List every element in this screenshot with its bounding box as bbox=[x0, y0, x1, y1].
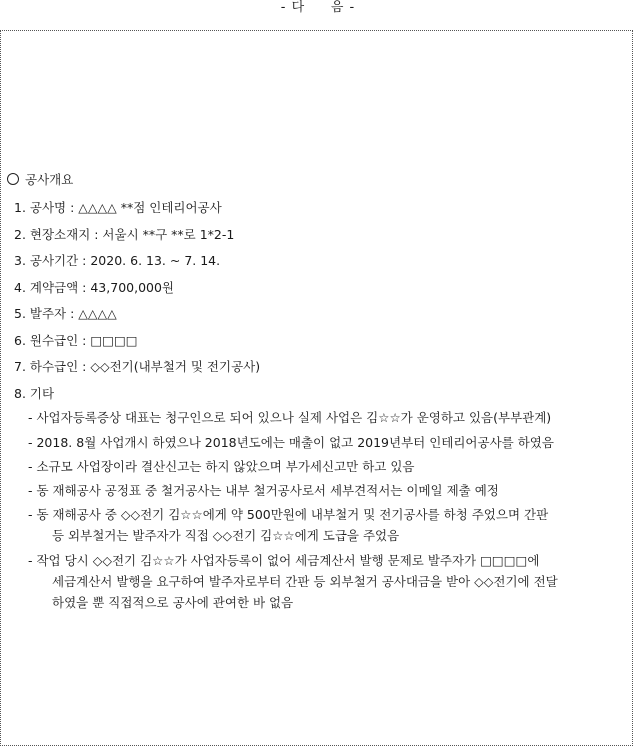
note-invoice-issue: - 작업 당시 ◇◇전기 김☆☆가 사업자등록이 없어 세금계산서 발행 문제로 발주자가 □□□□에 bbox=[28, 553, 540, 568]
item-other: 8. 기타 bbox=[14, 386, 55, 401]
section-title bbox=[7, 171, 73, 189]
item-construction-period: 3. 공사기간 : 2020. 6. 13. ~ 7. 14. bbox=[14, 253, 221, 268]
document-frame bbox=[0, 30, 633, 746]
circle-bullet-icon bbox=[7, 173, 19, 185]
item-subcontractor: 7. 하수급인 : ◇◇전기(내부철거 및 전기공사) bbox=[14, 359, 261, 374]
item-contract-amount: 4. 계약금액 : 43,700,000원 bbox=[14, 280, 175, 295]
item-client: 5. 발주자 : △△△△ bbox=[14, 306, 117, 321]
note-subcontract-continued: 등 외부철거는 발주자가 직접 ◇◇전기 김☆☆에게 도급을 주었음 bbox=[52, 528, 400, 543]
item-project-name: 1. 공사명 : △△△△ **점 인테리어공사 bbox=[14, 200, 222, 215]
note-tax-filing: - 소규모 사업장이라 결산신고는 하지 않았으며 부가세신고만 하고 있음 bbox=[28, 459, 415, 474]
note-invoice-issue-continued-1: 세금계산서 발행을 요구하여 발주자로부터 간판 등 외부철거 공사대금을 받아 ◇◇전기에 전달 bbox=[52, 574, 558, 589]
note-business-start: - 2018. 8월 사업개시 하였으나 2018년도에는 매출이 없고 2019년부터 인테리어공사를 하였음 bbox=[28, 435, 554, 450]
note-demolition-schedule: - 동 재해공사 공정표 중 철거공사는 내부 철거공사로서 세부견적서는 이메일 제출 예정 bbox=[28, 483, 499, 498]
note-invoice-issue-continued-2: 하였을 뿐 직접적으로 공사에 관여한 바 없음 bbox=[52, 595, 294, 610]
item-site-location: 2. 현장소재지 : 서울시 **구 **로 1*2-1 bbox=[14, 227, 235, 242]
note-business-registration: - 사업자등록증상 대표는 청구인으로 되어 있으나 실제 사업은 김☆☆가 운영하고 있음(부부관계) bbox=[28, 410, 552, 425]
note-subcontract: - 동 재해공사 중 ◇◇전기 김☆☆에게 약 500만원에 내부철거 및 전기공사를 하청 주었으며 간판 bbox=[28, 507, 549, 522]
page-heading: - 다 음 - bbox=[280, 0, 356, 15]
section-title-text: 공사개요 bbox=[25, 172, 74, 187]
item-prime-contractor: 6. 원수급인 : □□□□ bbox=[14, 333, 138, 348]
